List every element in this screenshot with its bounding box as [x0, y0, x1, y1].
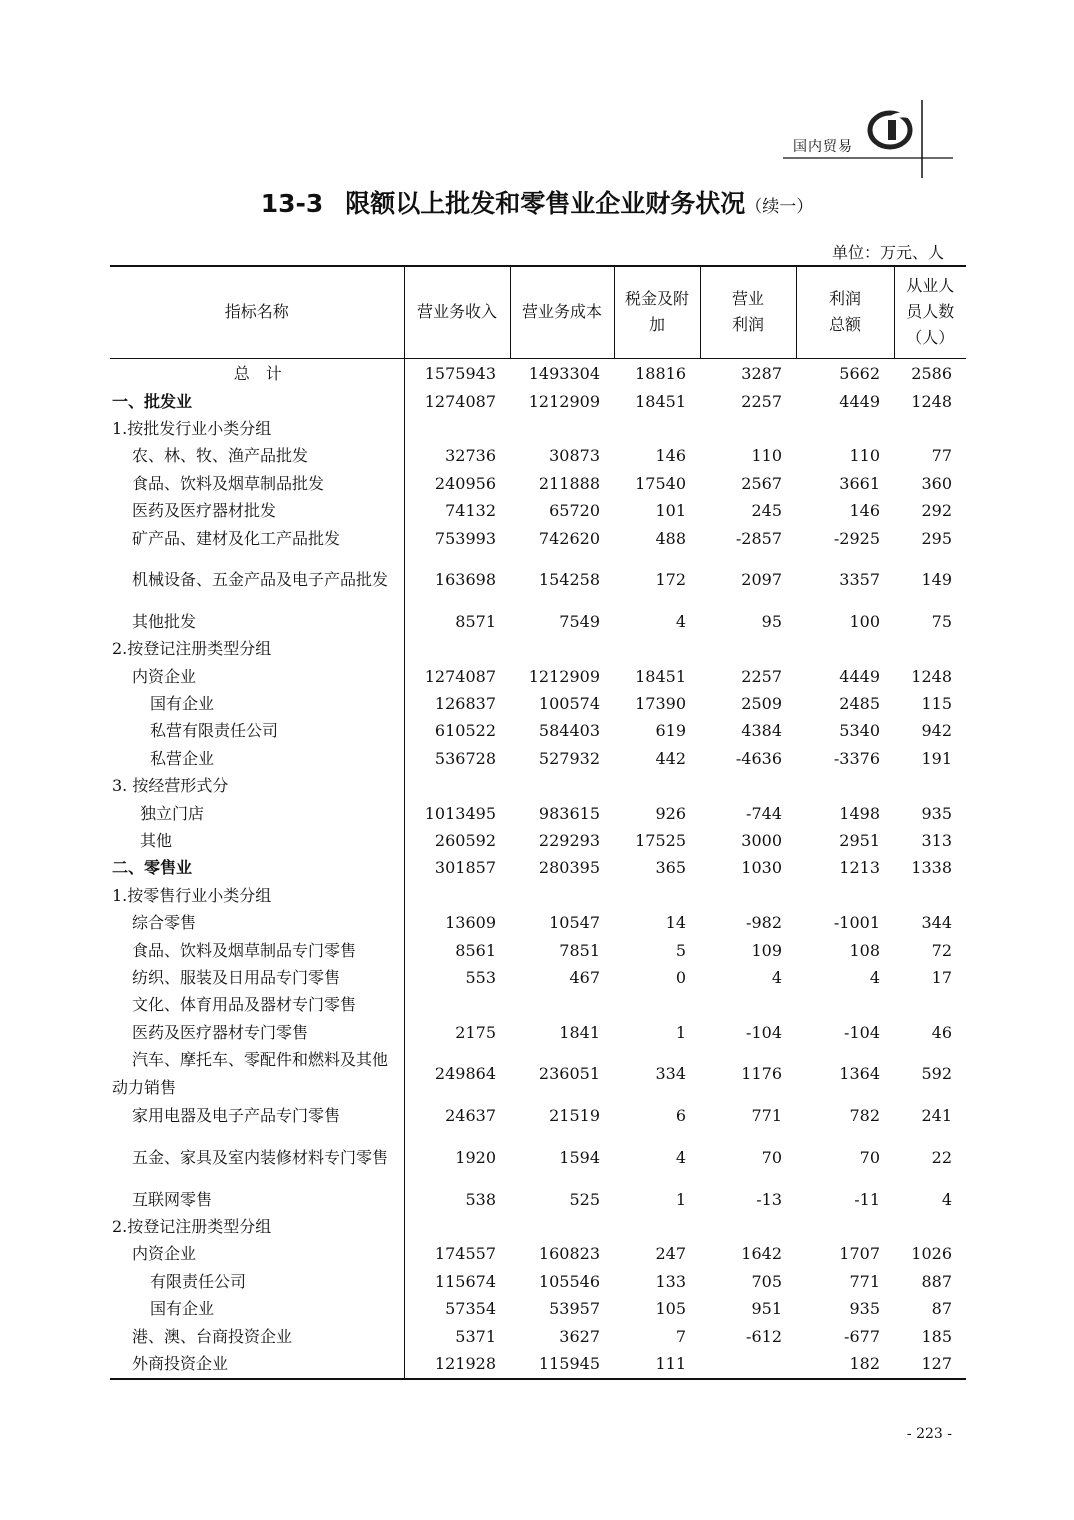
row-value-6: 344: [921, 913, 952, 933]
row-value-4: 771: [751, 1106, 782, 1126]
row-label: 3. 按经营形式分: [110, 773, 404, 800]
row-label: 内资企业: [110, 1241, 404, 1268]
table-row: [110, 663, 966, 690]
row-label: 食品、饮料及烟草制品批发: [110, 470, 404, 497]
row-value-5: -3376: [833, 748, 880, 768]
row-value-6: 313: [921, 831, 952, 851]
row-value-5: 4449: [839, 391, 880, 411]
row-value-2: 983615: [538, 803, 600, 823]
row-label: 机械设备、五金产品及电子产品批发: [110, 552, 404, 608]
row-value-1: [404, 992, 510, 1019]
row-value-4: 1176: [741, 1064, 782, 1084]
row-value-2: 1493304: [528, 364, 600, 384]
row-value-2: [510, 636, 614, 663]
row-value-3: 1: [675, 1022, 686, 1042]
row-value-6: 360: [921, 473, 952, 493]
row-value-3: 1: [675, 1189, 686, 1209]
row-value-5: 4: [869, 968, 880, 987]
row-value-5: [796, 636, 894, 663]
row-value-5: 182: [796, 1350, 894, 1378]
table-row: [110, 773, 966, 800]
row-value-2: 584403: [538, 721, 600, 741]
row-value-1: 538: [465, 1189, 496, 1209]
table-row: [110, 470, 966, 497]
table-row: [110, 910, 966, 937]
row-value-4: 4384: [741, 721, 782, 741]
row-value-4: 245: [751, 501, 782, 521]
row-label: 港、澳、台商投资企业: [110, 1323, 404, 1350]
row-value-2: [510, 415, 614, 442]
table-row: [110, 992, 966, 1019]
row-value-2: 7851: [559, 940, 600, 960]
row-label: 外商投资企业: [110, 1350, 404, 1378]
row-value-1: 2175: [455, 1022, 496, 1042]
row-value-6: 4: [941, 1189, 952, 1209]
row-value-1: 8571: [455, 611, 496, 631]
row-value-3: 101: [655, 501, 686, 521]
table-row: [110, 882, 966, 909]
row-label: 农、林、牧、渔产品批发: [110, 443, 404, 470]
finance-table: [110, 265, 966, 1380]
row-value-6: [894, 992, 966, 1019]
row-value-1: 1920: [455, 1147, 496, 1167]
row-value-6: 17: [931, 968, 952, 987]
row-value-5: 110: [849, 446, 880, 466]
table-row: [110, 1213, 966, 1240]
row-value-5: 1498: [839, 803, 880, 823]
row-label: 独立门店: [110, 800, 404, 827]
row-value-3: 247: [655, 1244, 686, 1264]
row-value-4: -13: [756, 1189, 782, 1209]
row-value-2: 100574: [538, 694, 600, 714]
row-value-5: -1001: [833, 913, 880, 933]
row-value-4: 2257: [741, 666, 782, 686]
row-label: 汽车、摩托车、零配件和燃料及其他动力销售: [110, 1046, 404, 1102]
row-value-4: [700, 992, 796, 1019]
row-label: 五金、家具及室内装修材料专门零售: [110, 1130, 404, 1186]
row-value-3: [614, 636, 700, 663]
row-value-1: 1274087: [424, 666, 496, 686]
row-value-6: [894, 636, 966, 663]
row-value-2: 1594: [559, 1147, 600, 1167]
row-value-5: 100: [849, 611, 880, 631]
row-value-5: [796, 992, 894, 1019]
col-header-name: 指标名称: [110, 266, 404, 358]
table-row: [110, 1046, 966, 1102]
row-value-4: -104: [746, 1022, 782, 1042]
row-value-4: [700, 882, 796, 909]
row-value-6: [894, 773, 966, 800]
row-value-4: 4: [771, 968, 782, 987]
row-value-2: [510, 882, 614, 909]
row-value-5: 782: [849, 1106, 880, 1126]
row-value-5: -677: [844, 1326, 880, 1346]
row-value-2: 115945: [510, 1350, 614, 1378]
row-value-4: [700, 773, 796, 800]
row-value-3: 133: [655, 1271, 686, 1291]
row-value-3: 5: [675, 940, 686, 960]
trade-logo-icon: [866, 106, 916, 156]
row-value-1: 115674: [434, 1271, 496, 1291]
title-suffix: （续一）: [745, 197, 814, 217]
table-row: [110, 1350, 966, 1378]
row-value-6: 592: [921, 1064, 952, 1084]
row-value-2: 525: [569, 1189, 600, 1209]
row-label: 私营企业: [110, 745, 404, 772]
row-label: 其他批发: [110, 608, 404, 635]
row-value-3: 105: [655, 1299, 686, 1319]
row-value-1: 163698: [434, 570, 496, 590]
table-row: [110, 1102, 966, 1129]
row-value-1: 536728: [434, 748, 496, 768]
row-label: 私营有限责任公司: [110, 718, 404, 745]
row-value-4: -2857: [735, 528, 782, 548]
row-value-4: -612: [746, 1326, 782, 1346]
row-value-6: 127: [894, 1350, 966, 1378]
row-value-6: 942: [921, 721, 952, 741]
row-value-5: 3661: [839, 473, 880, 493]
table-row: [110, 552, 966, 608]
unit-label: 单位：万元、人: [831, 243, 944, 262]
row-value-3: 7: [675, 1326, 686, 1346]
row-value-3: 111: [614, 1350, 700, 1378]
row-value-2: 21519: [549, 1106, 600, 1126]
row-value-2: [510, 1213, 614, 1240]
row-value-1: 13609: [445, 913, 496, 933]
row-label: 2.按登记注册类型分组: [110, 1213, 404, 1240]
row-value-2: 229293: [538, 831, 600, 851]
row-value-3: [614, 1213, 700, 1240]
row-value-3: 18816: [635, 364, 686, 384]
row-value-6: 75: [931, 611, 952, 631]
col-header-total-profit: 利润 总额: [796, 266, 894, 358]
row-value-6: 887: [921, 1271, 952, 1291]
table-row: [110, 964, 966, 991]
row-value-3: 619: [655, 721, 686, 741]
row-value-4: [700, 636, 796, 663]
row-label: 矿产品、建材及化工产品批发: [110, 525, 404, 552]
row-value-1: [404, 1213, 510, 1240]
row-label: 文化、体育用品及器材专门零售: [110, 992, 404, 1019]
row-value-3: 488: [655, 528, 686, 548]
row-value-2: 105546: [538, 1271, 600, 1291]
row-value-3: 442: [655, 748, 686, 768]
row-value-6: 241: [921, 1106, 952, 1126]
row-value-6: 935: [921, 803, 952, 823]
row-value-2: 53957: [549, 1299, 600, 1319]
col-header-operating-profit: 营业 利润: [700, 266, 796, 358]
row-value-1: 126837: [434, 694, 496, 714]
row-value-6: [894, 882, 966, 909]
row-value-6: 2586: [911, 364, 952, 384]
row-value-3: 334: [655, 1064, 686, 1084]
row-value-3: 926: [655, 803, 686, 823]
row-value-1: 1013495: [424, 803, 496, 823]
table-row: [110, 636, 966, 663]
row-value-2: 3627: [559, 1326, 600, 1346]
row-label: 家用电器及电子产品专门零售: [110, 1102, 404, 1129]
row-label: 2.按登记注册类型分组: [110, 636, 404, 663]
row-value-4: 951: [751, 1299, 782, 1319]
row-label: 综合零售: [110, 910, 404, 937]
row-value-5: 70: [859, 1147, 880, 1167]
row-value-6: 1248: [911, 666, 952, 686]
row-value-2: 7549: [559, 611, 600, 631]
row-value-4: 2567: [741, 473, 782, 493]
row-value-4: 1642: [741, 1244, 782, 1264]
row-value-5: 5662: [839, 364, 880, 384]
row-value-3: 365: [655, 858, 686, 878]
row-value-6: 72: [931, 940, 952, 960]
row-value-1: 5371: [455, 1326, 496, 1346]
row-label: 1.按批发行业小类分组: [110, 415, 404, 442]
row-value-2: 211888: [538, 473, 600, 493]
row-value-4: 109: [751, 940, 782, 960]
table-row: [110, 1186, 966, 1213]
row-value-4: [700, 1350, 796, 1378]
table-row: [110, 415, 966, 442]
row-value-1: 8561: [455, 940, 496, 960]
section-label: 国内贸易: [793, 139, 853, 155]
row-value-4: 95: [761, 611, 782, 631]
row-value-3: 17390: [635, 694, 686, 714]
row-value-3: [614, 882, 700, 909]
row-value-2: 527932: [538, 748, 600, 768]
row-label: 有限责任公司: [110, 1268, 404, 1295]
row-label: 互联网零售: [110, 1186, 404, 1213]
table-row: [110, 1019, 966, 1046]
row-value-1: [404, 636, 510, 663]
row-value-1: 57354: [445, 1299, 496, 1319]
table-row: [110, 358, 966, 388]
table-row: [110, 855, 966, 882]
table-body: [110, 358, 966, 1379]
row-value-1: 32736: [445, 446, 496, 466]
row-label: 医药及医疗器材批发: [110, 497, 404, 524]
row-value-5: 1213: [839, 858, 880, 878]
row-value-6: 87: [931, 1299, 952, 1319]
row-value-3: 17525: [635, 831, 686, 851]
row-value-1: 753993: [434, 528, 496, 548]
row-label: 总 计: [110, 358, 404, 388]
row-value-2: 280395: [538, 858, 600, 878]
row-value-1: [404, 415, 510, 442]
row-value-3: [614, 773, 700, 800]
table-row: [110, 1323, 966, 1350]
row-label: 二、零售业: [110, 855, 404, 882]
row-value-5: 935: [849, 1299, 880, 1319]
row-value-2: 30873: [549, 446, 600, 466]
row-value-1: 24637: [445, 1106, 496, 1126]
row-value-1: [404, 773, 510, 800]
row-value-4: -982: [746, 913, 782, 933]
row-value-1: 74132: [445, 501, 496, 521]
row-value-4: 705: [751, 1271, 782, 1291]
row-value-4: 3000: [741, 831, 782, 851]
row-value-5: [796, 415, 894, 442]
row-value-6: 149: [921, 570, 952, 590]
row-label: 纺织、服装及日用品专门零售: [110, 964, 404, 991]
row-label: 国有企业: [110, 690, 404, 717]
table-row: [110, 1130, 966, 1186]
row-value-2: 10547: [549, 913, 600, 933]
table-row: [110, 1295, 966, 1322]
row-value-2: 742620: [538, 528, 600, 548]
row-value-4: 110: [751, 446, 782, 466]
row-value-6: 1248: [911, 391, 952, 411]
row-value-5: -11: [854, 1189, 880, 1209]
row-value-2: 467: [569, 968, 600, 987]
row-value-2: 154258: [538, 570, 600, 590]
row-value-4: 2509: [741, 694, 782, 714]
row-value-6: 191: [921, 748, 952, 768]
row-value-3: 172: [655, 570, 686, 590]
page-title: [0, 184, 1074, 220]
row-label: 国有企业: [110, 1295, 404, 1322]
row-value-6: 295: [921, 528, 952, 548]
row-value-4: 2097: [741, 570, 782, 590]
row-value-5: [796, 773, 894, 800]
col-header-cost: 营业务成本: [510, 266, 614, 358]
table-header-row: [110, 266, 966, 358]
row-value-2: [510, 992, 614, 1019]
row-value-3: 0: [675, 968, 686, 987]
row-value-6: [894, 1213, 966, 1240]
row-value-6: 1026: [911, 1244, 952, 1264]
row-value-3: 146: [655, 446, 686, 466]
row-value-6: 185: [921, 1326, 952, 1346]
row-value-2: 160823: [538, 1244, 600, 1264]
table-row: [110, 525, 966, 552]
table-row: [110, 745, 966, 772]
row-value-6: 46: [931, 1022, 952, 1042]
row-value-2: 1212909: [528, 391, 600, 411]
row-value-2: 236051: [538, 1064, 600, 1084]
col-header-tax: 税金及附 加: [614, 266, 700, 358]
row-value-6: [894, 415, 966, 442]
row-value-2: 1841: [559, 1022, 600, 1042]
table-row: [110, 497, 966, 524]
row-value-5: 4449: [839, 666, 880, 686]
table-row: [110, 800, 966, 827]
title-main: 限额以上批发和零售业企业财务状况: [345, 189, 746, 218]
table-row: [110, 937, 966, 964]
row-value-1: 610522: [434, 721, 496, 741]
row-value-5: [796, 1213, 894, 1240]
row-value-2: 65720: [549, 501, 600, 521]
row-value-3: 4: [675, 611, 686, 631]
row-value-3: 6: [675, 1106, 686, 1126]
row-value-3: 17540: [635, 473, 686, 493]
table-row: [110, 827, 966, 854]
row-value-1: [404, 882, 510, 909]
row-value-4: [700, 1213, 796, 1240]
row-value-1: 301857: [434, 858, 496, 878]
row-value-1: 1575943: [424, 364, 496, 384]
table-row: [110, 1268, 966, 1295]
row-value-4: -4636: [735, 748, 782, 768]
row-value-2: 1212909: [528, 666, 600, 686]
row-value-5: 2485: [839, 694, 880, 714]
table-row: [110, 718, 966, 745]
row-value-4: [700, 415, 796, 442]
row-value-6: 1338: [911, 858, 952, 878]
row-value-6: 115: [921, 694, 952, 714]
row-value-3: 4: [675, 1147, 686, 1167]
row-value-1: 553: [465, 968, 496, 987]
row-label: 食品、饮料及烟草制品专门零售: [110, 937, 404, 964]
row-value-1: 249864: [434, 1064, 496, 1084]
row-label: 医药及医疗器材专门零售: [110, 1019, 404, 1046]
row-label: 其他: [110, 827, 404, 854]
row-value-5: [796, 882, 894, 909]
col-header-employees: 从业人 员人数 （人）: [894, 266, 966, 358]
row-value-6: 292: [921, 501, 952, 521]
col-header-revenue: 营业务收入: [404, 266, 510, 358]
row-value-5: 3357: [839, 570, 880, 590]
row-value-4: 1030: [741, 858, 782, 878]
row-value-3: 14: [665, 913, 686, 933]
table-row: [110, 443, 966, 470]
row-value-2: [510, 773, 614, 800]
row-value-4: 2257: [741, 391, 782, 411]
row-value-5: 108: [849, 940, 880, 960]
row-value-5: 2951: [839, 831, 880, 851]
row-value-5: -2925: [833, 528, 880, 548]
table-row: [110, 608, 966, 635]
row-value-5: 1364: [839, 1064, 880, 1084]
row-value-1: 240956: [434, 473, 496, 493]
row-value-5: 1707: [839, 1244, 880, 1264]
row-value-6: 22: [931, 1147, 952, 1167]
row-value-3: [614, 992, 700, 1019]
row-value-5: 146: [849, 501, 880, 521]
row-value-1: 121928: [404, 1350, 510, 1378]
title-number: 13-3: [260, 189, 324, 218]
row-value-5: -104: [844, 1022, 880, 1042]
row-label: 1.按零售行业小类分组: [110, 882, 404, 909]
row-value-4: -744: [746, 803, 782, 823]
page-number: - 223 -: [906, 1426, 952, 1442]
row-value-3: [614, 415, 700, 442]
row-label: 一、批发业: [110, 388, 404, 415]
table-row: [110, 1241, 966, 1268]
row-value-3: 18451: [635, 391, 686, 411]
row-value-1: 1274087: [424, 391, 496, 411]
row-value-4: 70: [761, 1147, 782, 1167]
row-value-1: 174557: [434, 1244, 496, 1264]
row-value-5: 771: [849, 1271, 880, 1291]
row-value-5: 5340: [839, 721, 880, 741]
row-value-1: 260592: [434, 831, 496, 851]
row-value-6: 77: [931, 446, 952, 466]
row-label: 内资企业: [110, 663, 404, 690]
table-row: [110, 388, 966, 415]
table-row: [110, 690, 966, 717]
row-value-4: 3287: [741, 364, 782, 384]
row-value-3: 18451: [635, 666, 686, 686]
